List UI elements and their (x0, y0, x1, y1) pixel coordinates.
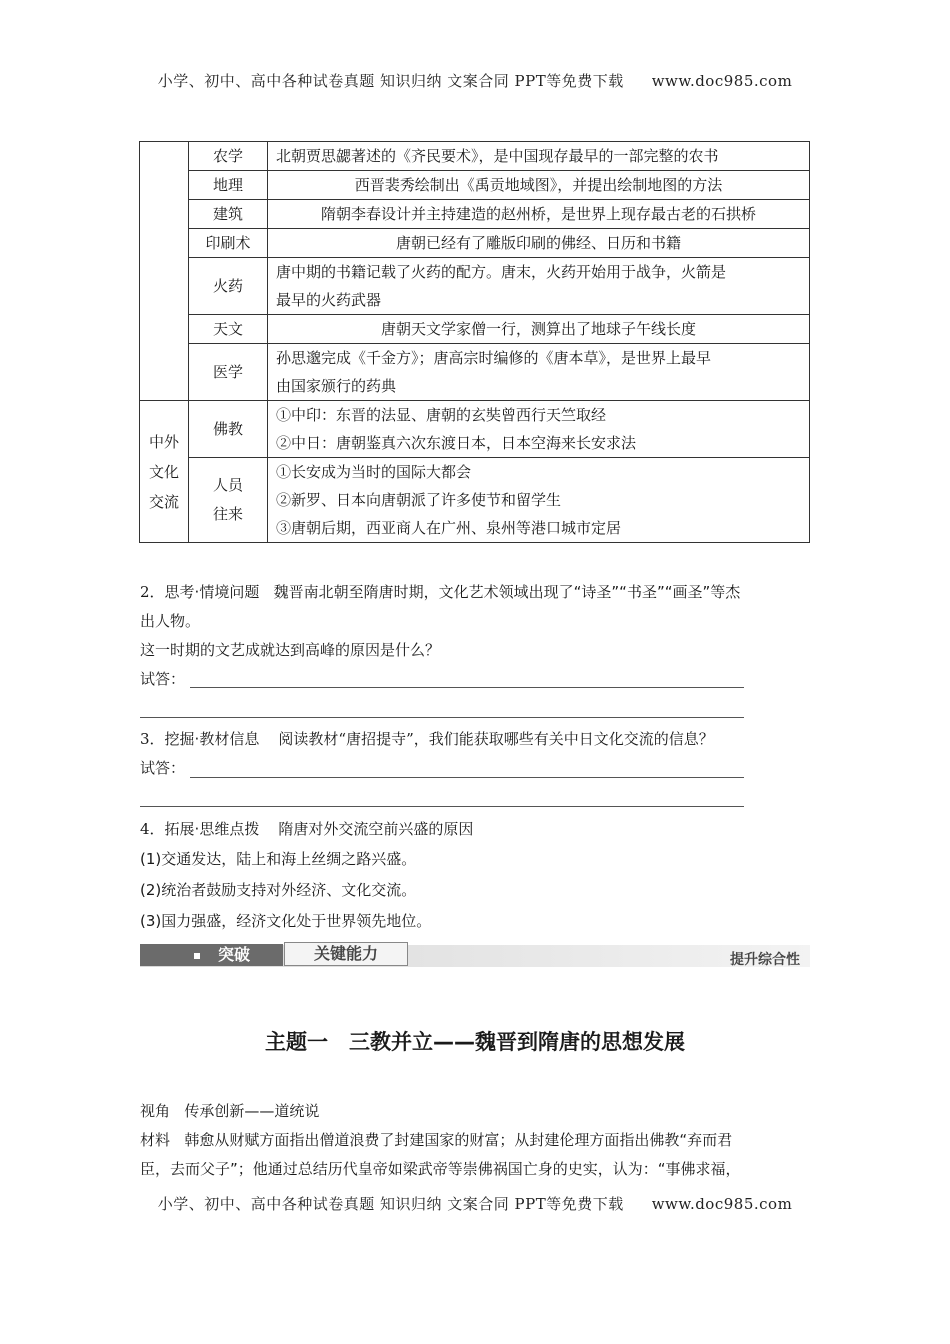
subject-line: 佛教 (212, 420, 243, 438)
table-subject: 天文 (189, 315, 268, 344)
table-row (140, 344, 810, 401)
table-content-line: 最早的火药武器 (276, 291, 382, 309)
q4-number: 4． (140, 820, 165, 838)
table-row (140, 171, 810, 200)
table-subject: 医学 (189, 344, 268, 401)
section-body (140, 1097, 812, 1184)
table-subject: 农学 (189, 142, 268, 171)
table-content-line: 唐中期的书籍记载了火药的配方。唐末，火药开始用于战争，火箭是 (276, 263, 727, 281)
header-text: 小学、初中、高中各种试卷真题 知识归纳 文案合同 PPT等免费下载 (157, 72, 624, 90)
table-category-exchange (140, 401, 189, 543)
table-content (268, 344, 810, 401)
q3-answer-label: 试答： (140, 759, 186, 777)
banner-light-tab: 关键能力 (284, 942, 408, 966)
q2-answer-line-1[interactable] (190, 687, 744, 688)
table-row (140, 315, 810, 344)
table-row (140, 142, 810, 171)
table-row (140, 258, 810, 315)
page-header (0, 70, 950, 91)
question-2 (140, 578, 812, 694)
table-content: 北朝贾思勰著述的《齐民要术》，是中国现存最早的一部完整的农书 (268, 142, 810, 171)
table-content-line: 由国家颁行的药典 (276, 377, 397, 395)
table-content (268, 401, 810, 458)
footer-text: 小学、初中、高中各种试卷真题 知识归纳 文案合同 PPT等免费下载 (157, 1195, 624, 1213)
table-row (140, 200, 810, 229)
table-row (140, 401, 810, 458)
q3-answer-line-1[interactable] (190, 777, 744, 778)
q2-answer-line-2[interactable] (140, 717, 744, 718)
material-line-1: 韩愈从财赋方面指出僧道浪费了封建国家的财富；从封建伦理方面指出佛教“弃而君 (184, 1131, 733, 1149)
banner-dark-label: 突破 (218, 945, 251, 964)
category-line: 交流 (148, 492, 179, 511)
q3-number: 3． (140, 730, 165, 748)
table-row (140, 458, 810, 543)
q3-answer-line-2[interactable] (140, 806, 744, 807)
footer-url[interactable]: www.doc985.com (651, 1195, 793, 1213)
table-content: 唐朝已经有了雕版印刷的佛经、日历和书籍 (268, 229, 810, 258)
table-subject: 火药 (189, 258, 268, 315)
theme-title: 主题一 三教并立——魏晋到隋唐的思想发展 (265, 1030, 685, 1054)
table-content: 西晋裴秀绘制出《禹贡地域图》，并提出绘制地图的方法 (268, 171, 810, 200)
q3-text: 阅读教材“唐招提寺”，我们能获取哪些有关中日文化交流的信息？ (278, 730, 714, 748)
table-content: 唐朝天文学家僧一行，测算出了地球子午线长度 (268, 315, 810, 344)
q4-label: 拓展·思维点拨 (164, 820, 260, 838)
table-subject: 地理 (189, 171, 268, 200)
banner-dark-tab (140, 944, 283, 966)
table-subject (189, 458, 268, 543)
table-content (268, 258, 810, 315)
table-subject: 建筑 (189, 200, 268, 229)
table-content-line: ②中日：唐朝鉴真六次东渡日本，日本空海来长安求法 (276, 434, 637, 452)
q2-label: 思考·情境问题 (164, 583, 260, 601)
table-content-line: ①中印：东晋的法显、唐朝的玄奘曾西行天竺取经 (276, 406, 607, 424)
table-content (268, 458, 810, 543)
material-line-2: 臣，去而父子”；他通过总结历代皇帝如梁武帝等崇佛祸国亡身的史实，认为：“事佛求福， (140, 1160, 741, 1178)
table-content-line: ②新罗、日本向唐朝派了许多使节和留学生 (276, 491, 562, 509)
table-subject: 印刷术 (189, 229, 268, 258)
table-content: 隋朝李春设计并主持建造的赵州桥，是世界上现存最古老的石拱桥 (268, 200, 810, 229)
table-content-line: ③唐朝后期，西亚商人在广州、泉州等港口城市定居 (276, 519, 622, 537)
q2-answer-label: 试答： (140, 670, 186, 688)
q2-number: 2． (140, 583, 165, 601)
table-subject (189, 401, 268, 458)
material-label: 材料 (140, 1131, 171, 1149)
question-4 (140, 815, 812, 937)
square-bullet-icon (194, 953, 200, 959)
angle-label: 视角 (140, 1102, 171, 1120)
page-footer (0, 1193, 950, 1214)
q2-text: 魏晋南北朝至隋唐时期，文化艺术领域出现了“诗圣”“书圣”“画圣”等杰 (273, 583, 741, 601)
achievements-table (139, 141, 810, 543)
question-3 (140, 725, 812, 783)
table-row (140, 229, 810, 258)
q3-label: 挖掘·教材信息 (164, 730, 260, 748)
subject-line: 往来 (212, 505, 243, 523)
q2-text-continued: 出人物。 (140, 612, 201, 630)
q4-item: (1)交通发达，陆上和海上丝绸之路兴盛。 (140, 850, 417, 868)
header-url[interactable]: www.doc985.com (651, 72, 793, 90)
category-line: 文化 (148, 462, 179, 481)
subject-line: 人员 (212, 476, 243, 494)
banner-right-label: 提升综合性 (730, 952, 800, 968)
q4-item: (3)国力强盛，经济文化处于世界领先地位。 (140, 912, 432, 930)
table-content-line: 孙思邈完成《千金方》；唐高宗时编修的《唐本草》，是世界上最早 (276, 349, 712, 367)
q2-question: 这一时期的文艺成就达到高峰的原因是什么？ (140, 641, 441, 659)
section-banner (140, 941, 810, 969)
table-content-line: ①长安成为当时的国际大都会 (276, 463, 472, 481)
table-category-blank (140, 142, 189, 401)
angle-text: 传承创新——道统说 (184, 1102, 320, 1120)
q4-item: (2)统治者鼓励支持对外经济、文化交流。 (140, 881, 417, 899)
category-line: 中外 (148, 432, 179, 451)
q4-text: 隋唐对外交流空前兴盛的原因 (278, 820, 474, 838)
